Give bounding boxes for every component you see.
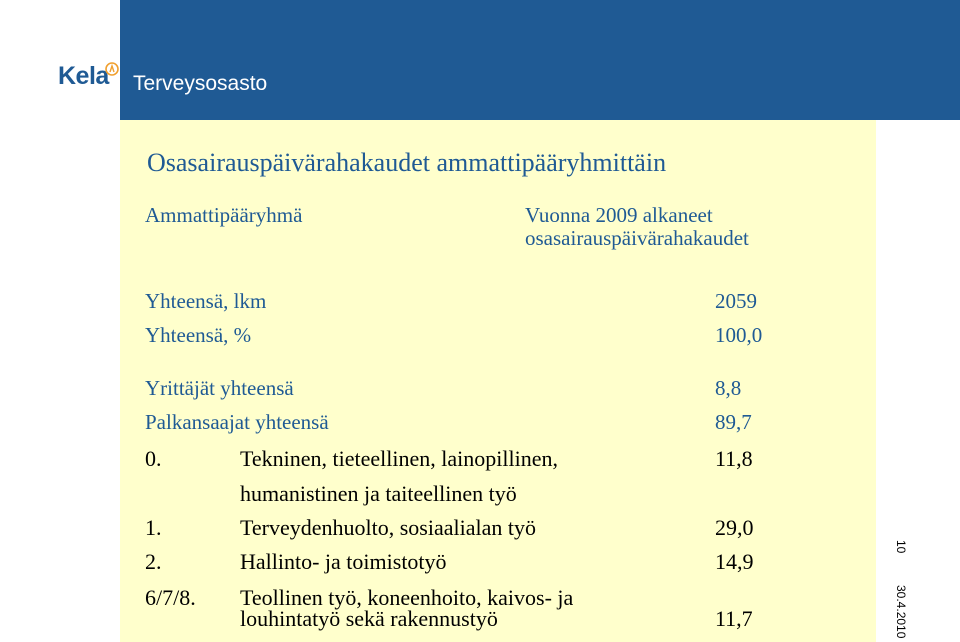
row-value: 14,9 <box>715 549 754 574</box>
row-code: 1. <box>145 515 162 540</box>
logo-area <box>0 0 120 120</box>
slide-date: 30.4.2010 <box>894 585 908 639</box>
row-value: 29,0 <box>715 515 754 540</box>
header-bar <box>120 0 960 120</box>
total-count-label: Yhteensä, lkm <box>145 289 267 313</box>
row-code: 6/7/8. <box>145 585 196 610</box>
slide-title: Osasairauspäivärahakaudet ammattipääryhmittäin <box>147 148 667 177</box>
total-percent-value: 100,0 <box>715 323 763 347</box>
page-number: 10 <box>894 540 908 554</box>
group-entrepreneurs-label: Yrittäjät yhteensä <box>145 376 294 400</box>
total-percent-label: Yhteensä, % <box>145 323 252 347</box>
row-code: 2. <box>145 549 162 574</box>
column-header-right-line1: Vuonna 2009 alkaneet <box>525 203 713 227</box>
row-label: Tekninen, tieteellinen, lainopillinen, <box>240 446 558 471</box>
row-value: 11,7 <box>715 606 753 631</box>
column-header-left: Ammattipääryhmä <box>145 203 303 227</box>
group-entrepreneurs-value: 8,8 <box>715 376 742 400</box>
group-employees-label: Palkansaajat yhteensä <box>145 410 329 434</box>
row-label-continued: louhintatyö sekä rakennustyö <box>240 606 498 631</box>
department-title: Terveysosasto <box>133 72 268 95</box>
row-value: 11,8 <box>715 446 753 471</box>
row-label-continued: humanistinen ja taiteellinen työ <box>240 481 517 506</box>
group-employees-value: 89,7 <box>715 410 752 434</box>
row-label: Terveydenhuolto, sosiaalialan työ <box>240 515 536 540</box>
right-margin <box>876 120 960 642</box>
row-code: 0. <box>145 446 162 471</box>
logo-mark-icon <box>105 62 119 76</box>
column-header-right-line2: osasairauspäivärahakaudet <box>525 226 749 250</box>
row-label: Teollinen työ, koneenhoito, kaivos- ja <box>240 585 574 610</box>
kela-logo: Kela <box>58 62 109 90</box>
total-count-value: 2059 <box>715 289 757 313</box>
row-label: Hallinto- ja toimistotyö <box>240 549 447 574</box>
